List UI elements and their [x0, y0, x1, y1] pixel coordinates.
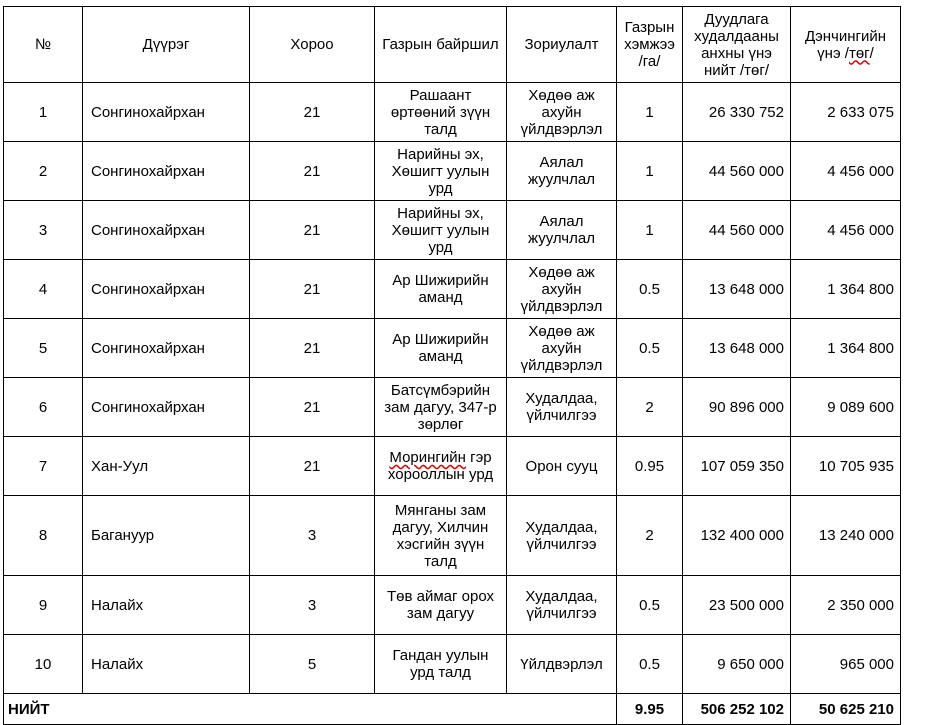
cell-purpose: Аялал жуулчлал [507, 142, 617, 201]
cell-area: 0.5 [617, 260, 683, 319]
cell-deposit: 4 456 000 [791, 142, 901, 201]
cell-purpose: Үйлдвэрлэл [507, 635, 617, 694]
cell-district: Налайх [83, 635, 250, 694]
cell-purpose: Аялал жуулчлал [507, 201, 617, 260]
cell-no: 5 [4, 319, 83, 378]
cell-location: Ар Шижирийн аманд [375, 260, 507, 319]
header-area: Газрын хэмжээ /га/ [617, 7, 683, 83]
cell-district: Багануур [83, 496, 250, 576]
cell-start-price: 90 896 000 [683, 378, 791, 437]
header-location: Газрын байршил [375, 7, 507, 83]
cell-start-price: 44 560 000 [683, 201, 791, 260]
spellcheck-underline: төг [848, 44, 870, 62]
cell-deposit: 965 000 [791, 635, 901, 694]
cell-khoroo: 21 [250, 83, 375, 142]
cell-khoroo: 21 [250, 201, 375, 260]
header-district: Дүүрэг [83, 7, 250, 83]
total-start-price: 506 252 102 [683, 694, 791, 725]
cell-no: 3 [4, 201, 83, 260]
cell-location: Нарийны эх, Хөшигт уулын урд [375, 142, 507, 201]
header-no: № [4, 7, 83, 83]
cell-no: 9 [4, 576, 83, 635]
table-row [4, 378, 901, 437]
table-row [4, 83, 901, 142]
cell-deposit: 4 456 000 [791, 201, 901, 260]
cell-deposit: 13 240 000 [791, 496, 901, 576]
cell-start-price: 107 059 350 [683, 437, 791, 496]
cell-location: Гандан уулын урд талд [375, 635, 507, 694]
cell-area: 2 [617, 496, 683, 576]
table-row [4, 496, 901, 576]
cell-khoroo: 3 [250, 496, 375, 576]
table-row [4, 201, 901, 260]
cell-start-price: 13 648 000 [683, 260, 791, 319]
table-row [4, 260, 901, 319]
header-purpose: Зориулалт [507, 7, 617, 83]
cell-district: Сонгинохайрхан [83, 83, 250, 142]
header-deposit: Дэнчингийн үнэ /төг/ [791, 7, 901, 83]
header-row [4, 7, 901, 83]
cell-no: 7 [4, 437, 83, 496]
cell-deposit: 2 350 000 [791, 576, 901, 635]
cell-start-price: 132 400 000 [683, 496, 791, 576]
header-start-price: Дуудлага худалдааны анхны үнэ нийт /төг/ [683, 7, 791, 83]
cell-purpose: Хөдөө аж ахуйн үйлдвэрлэл [507, 83, 617, 142]
cell-area: 1 [617, 142, 683, 201]
cell-location: Мянганы зам дагуу, Хилчин хэсгийн зүүн талд [375, 496, 507, 576]
cell-location: Рашаант өртөөний зүүн талд [375, 83, 507, 142]
table-row [4, 576, 901, 635]
land-auction-table [3, 6, 901, 725]
cell-deposit: 2 633 075 [791, 83, 901, 142]
cell-start-price: 44 560 000 [683, 142, 791, 201]
cell-no: 8 [4, 496, 83, 576]
cell-purpose: Орон сууц [507, 437, 617, 496]
cell-district: Налайх [83, 576, 250, 635]
cell-khoroo: 21 [250, 378, 375, 437]
cell-district: Сонгинохайрхан [83, 378, 250, 437]
cell-deposit: 1 364 800 [791, 319, 901, 378]
cell-district: Хан-Уул [83, 437, 250, 496]
cell-district: Сонгинохайрхан [83, 201, 250, 260]
cell-area: 1 [617, 83, 683, 142]
cell-area: 1 [617, 201, 683, 260]
cell-khoroo: 21 [250, 142, 375, 201]
cell-district: Сонгинохайрхан [83, 260, 250, 319]
cell-start-price: 26 330 752 [683, 83, 791, 142]
table-row [4, 142, 901, 201]
cell-purpose: Худалдаа, үйлчилгээ [507, 496, 617, 576]
cell-purpose: Хөдөө аж ахуйн үйлдвэрлэл [507, 260, 617, 319]
total-label: НИЙТ [4, 694, 617, 725]
cell-location: Төв аймаг орох зам дагуу [375, 576, 507, 635]
cell-no: 10 [4, 635, 83, 694]
spellcheck-underline: Морингийн [389, 449, 466, 466]
cell-khoroo: 21 [250, 319, 375, 378]
header-khoroo: Хороо [250, 7, 375, 83]
total-deposit: 50 625 210 [791, 694, 901, 725]
cell-deposit: 1 364 800 [791, 260, 901, 319]
cell-no: 6 [4, 378, 83, 437]
cell-khoroo: 21 [250, 260, 375, 319]
cell-khoroo: 3 [250, 576, 375, 635]
cell-no: 1 [4, 83, 83, 142]
cell-start-price: 13 648 000 [683, 319, 791, 378]
cell-purpose: Худалдаа, үйлчилгээ [507, 576, 617, 635]
cell-area: 0.5 [617, 635, 683, 694]
total-area: 9.95 [617, 694, 683, 725]
cell-no: 4 [4, 260, 83, 319]
cell-location: Батсүмбэрийн зам дагуу, 347-р зөрлөг [375, 378, 507, 437]
cell-area: 0.5 [617, 576, 683, 635]
cell-area: 0.95 [617, 437, 683, 496]
cell-deposit: 10 705 935 [791, 437, 901, 496]
cell-location: Морингийн гэр хорооллын урд [375, 437, 507, 496]
cell-district: Сонгинохайрхан [83, 142, 250, 201]
cell-area: 2 [617, 378, 683, 437]
cell-district: Сонгинохайрхан [83, 319, 250, 378]
cell-location: Нарийны эх, Хөшигт уулын урд [375, 201, 507, 260]
cell-start-price: 9 650 000 [683, 635, 791, 694]
cell-area: 0.5 [617, 319, 683, 378]
total-row [4, 694, 901, 725]
cell-start-price: 23 500 000 [683, 576, 791, 635]
table-row [4, 319, 901, 378]
cell-purpose: Хөдөө аж ахуйн үйлдвэрлэл [507, 319, 617, 378]
cell-no: 2 [4, 142, 83, 201]
table-row [4, 635, 901, 694]
cell-khoroo: 21 [250, 437, 375, 496]
cell-khoroo: 5 [250, 635, 375, 694]
cell-deposit: 9 089 600 [791, 378, 901, 437]
table-row [4, 437, 901, 496]
cell-purpose: Худалдаа, үйлчилгээ [507, 378, 617, 437]
cell-location: Ар Шижирийн аманд [375, 319, 507, 378]
